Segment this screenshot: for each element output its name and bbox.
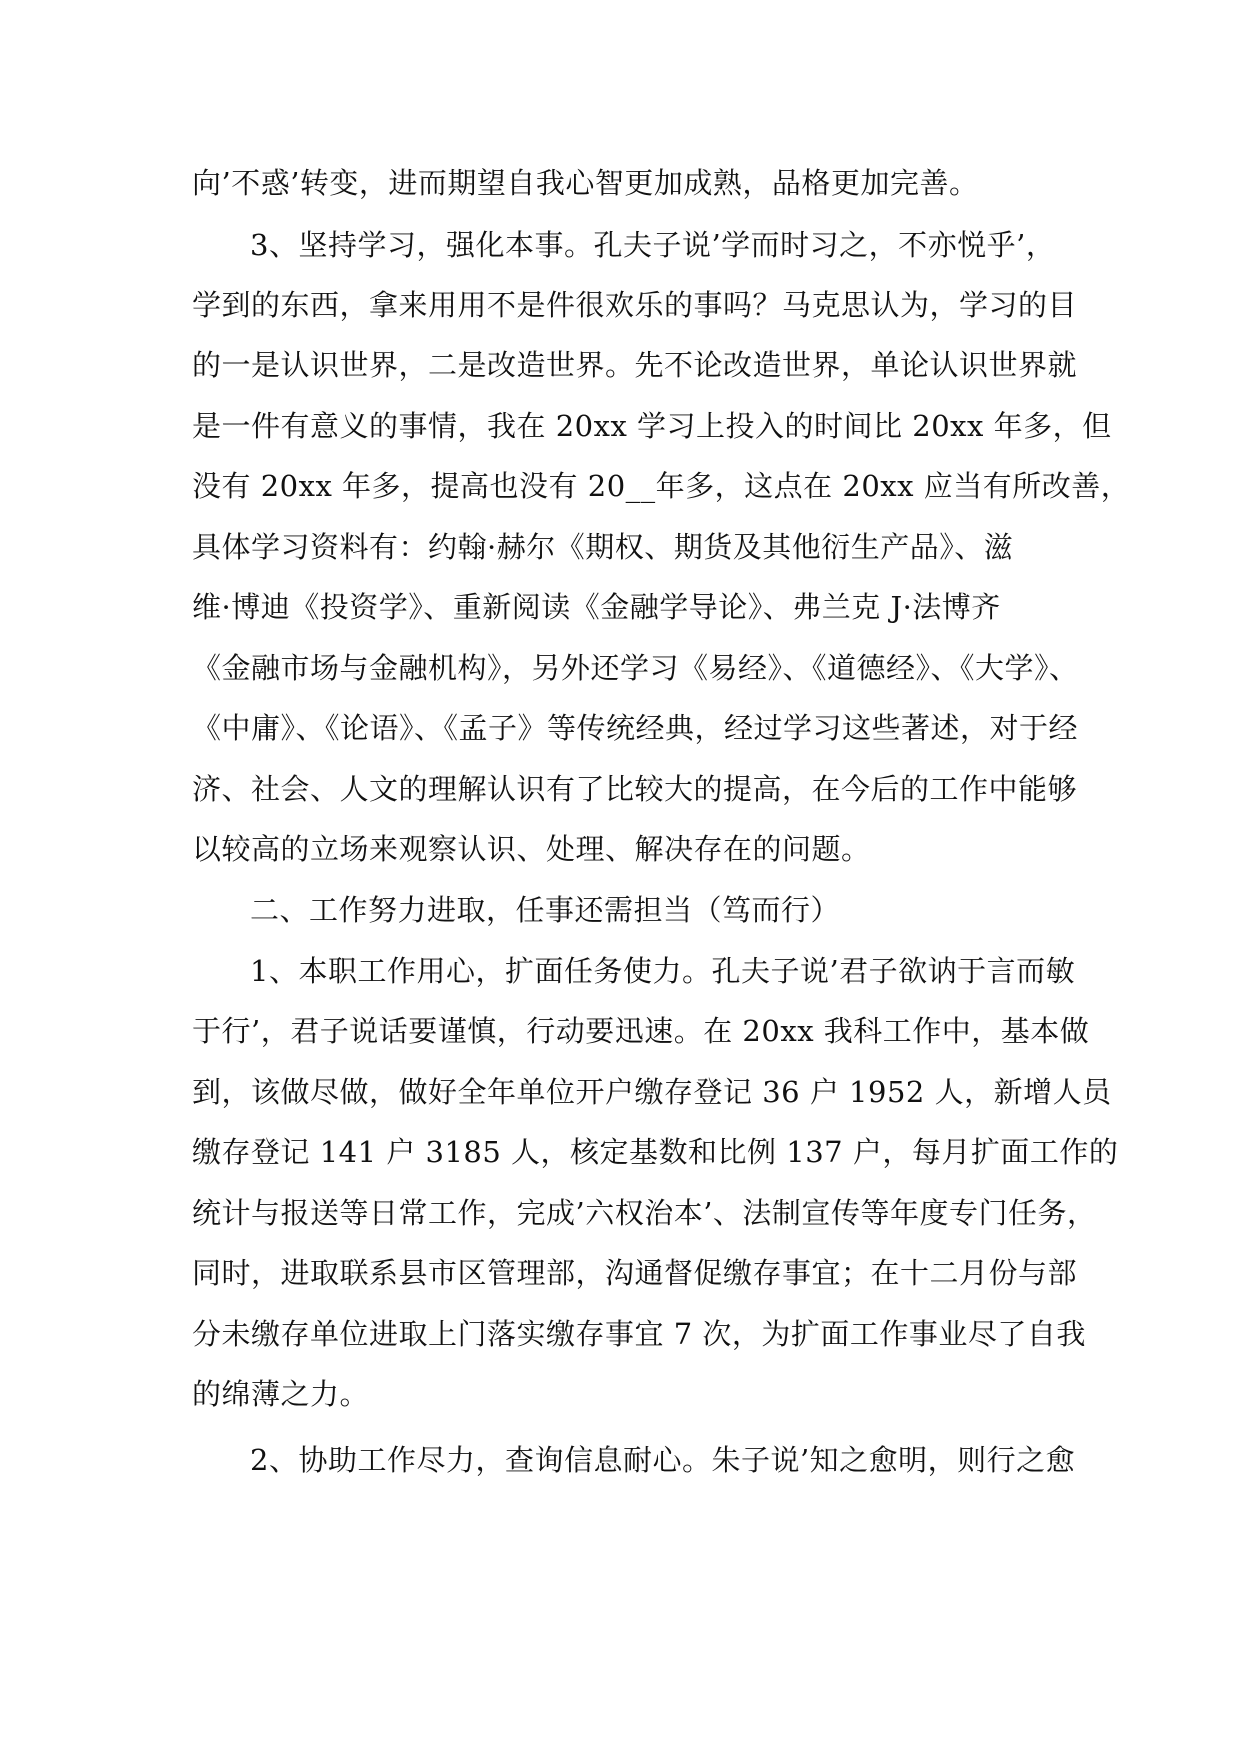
text-line: 分未缴存单位进取上门落实缴存事宜 7 次，为扩面工作事业尽了自我 xyxy=(192,1317,1086,1351)
text-line: 到，该做尽做，做好全年单位开户缴存登记 36 户 1952 人，新增人员 xyxy=(192,1075,1112,1109)
text-line: 统计与报送等日常工作，完成’六权治本’、法制宣传等年度专门任务， xyxy=(192,1196,1097,1230)
text-line: 学到的东西，拿来用用不是件很欢乐的事吗？马克思认为，学习的目 xyxy=(192,288,1078,322)
text-line: 维·博迪《投资学》、重新阅读《金融学导论》、弗兰克 J·法博齐 xyxy=(192,590,1001,624)
text-line: 具体学习资料有：约翰·赫尔《期权、期货及其他衍生产品》、滋 xyxy=(192,530,1014,564)
text-line: 《金融市场与金融机构》，另外还学习《易经》、《道德经》、《大学》、 xyxy=(192,651,1079,685)
text-line: 于行’，君子说话要谨慎，行动要迅速。在 20xx 我科工作中，基本做 xyxy=(192,1014,1090,1048)
section-heading: 二、工作努力进取，任事还需担当（笃而行） xyxy=(250,893,841,927)
text-line: 缴存登记 141 户 3185 人，核定基数和比例 137 户，每月扩面工作的 xyxy=(192,1135,1119,1169)
text-line: 是一件有意义的事情，我在 20xx 学习上投入的时间比 20xx 年多，但 xyxy=(192,409,1112,443)
paragraph-line: 2、协助工作尽力，查询信息耐心。朱子说’知之愈明，则行之愈 xyxy=(250,1443,1076,1477)
text-line: 济、社会、人文的理解认识有了比较大的提高，在今后的工作中能够 xyxy=(192,772,1078,806)
text-line: 没有 20xx 年多，提高也没有 20__年多，这点在 20xx 应当有所改善， xyxy=(192,469,1131,503)
text-line: 向’不惑’转变，进而期望自我心智更加成熟，品格更加完善。 xyxy=(192,166,979,200)
paragraph-line: 3、坚持学习，强化本事。孔夫子说’学而时习之，不亦悦乎’， xyxy=(250,228,1056,262)
paragraph-line: 1、本职工作用心，扩面任务使力。孔夫子说’君子欲讷于言而敏 xyxy=(250,954,1076,988)
text-line: 的一是认识世界，二是改造世界。先不论改造世界，单论认识世界就 xyxy=(192,348,1078,382)
text-line: 的绵薄之力。 xyxy=(192,1377,370,1411)
text-line: 以较高的立场来观察认识、处理、解决存在的问题。 xyxy=(192,832,871,866)
text-line: 《中庸》、《论语》、《孟子》等传统经典，经过学习这些著述，对于经 xyxy=(192,711,1079,745)
text-line: 同时，进取联系县市区管理部，沟通督促缴存事宜；在十二月份与部 xyxy=(192,1256,1078,1290)
